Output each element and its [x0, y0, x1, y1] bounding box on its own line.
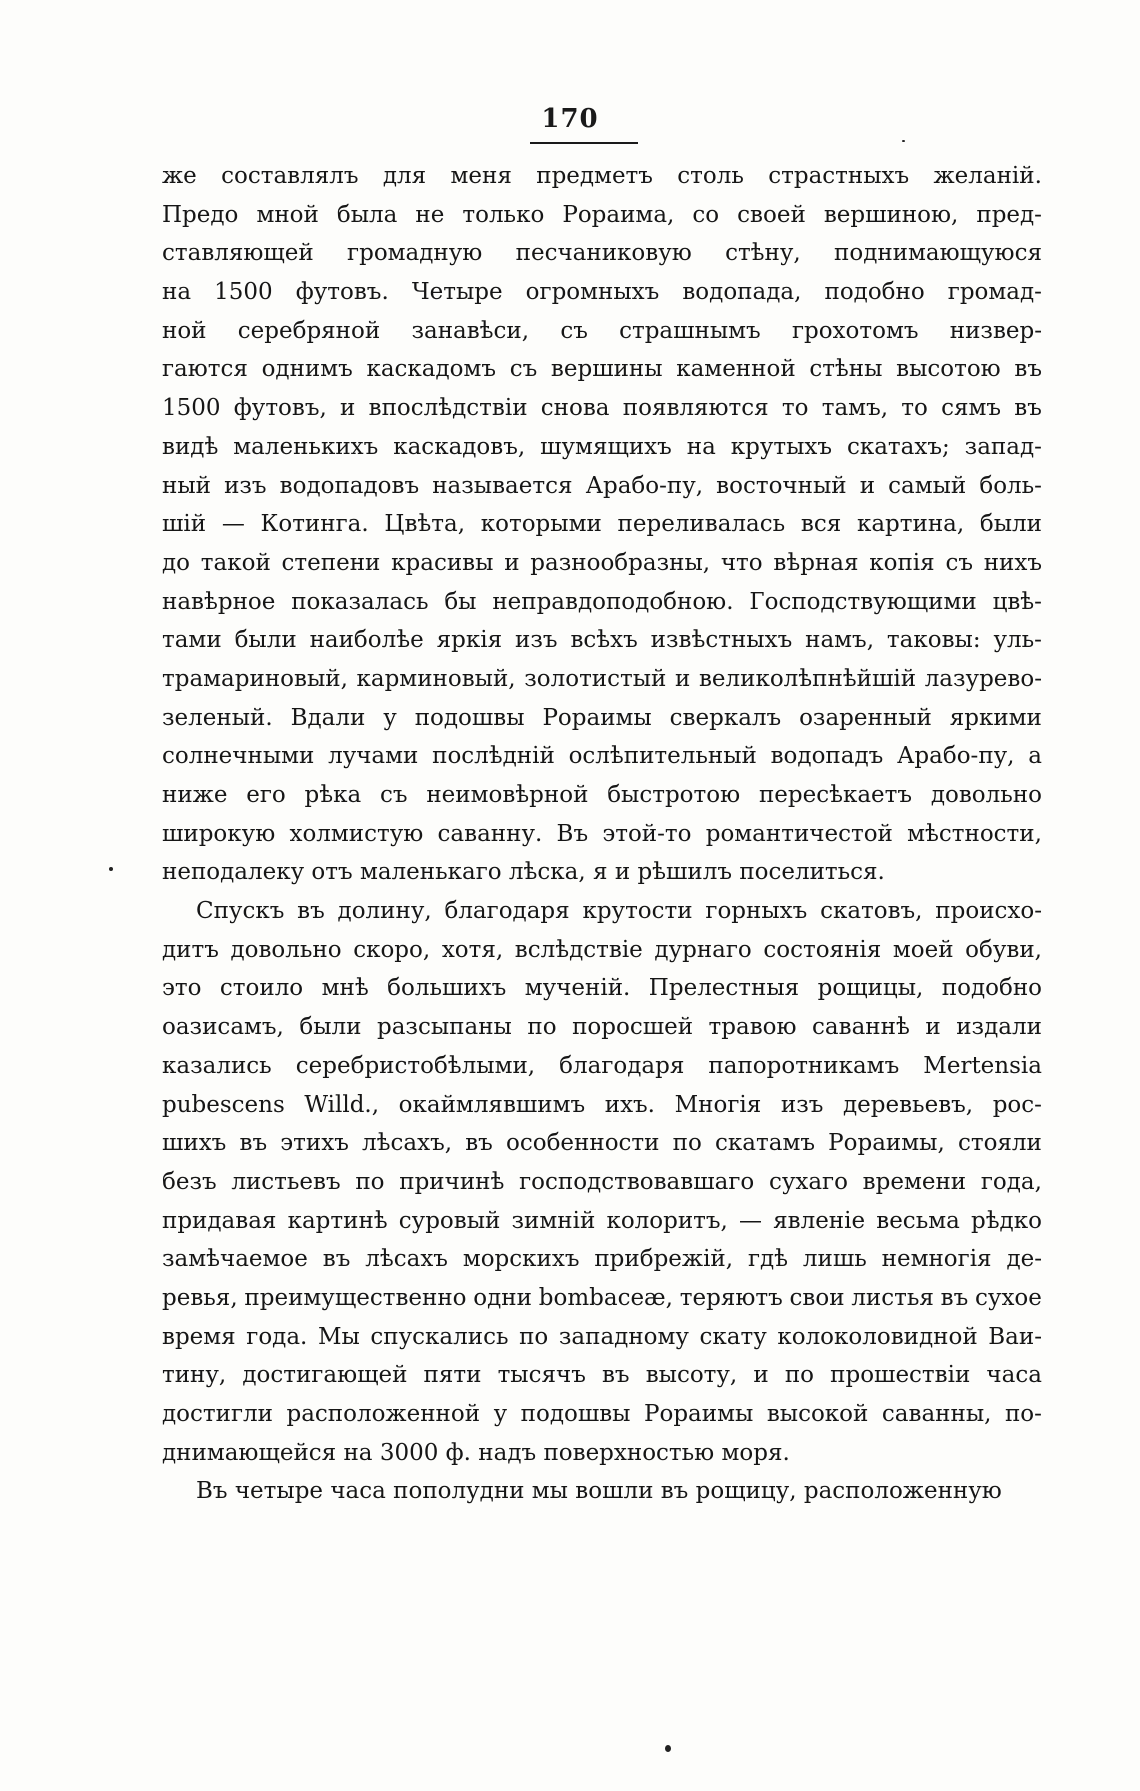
text-line: время года. Мы спускались по западному скату колоколовидной Ваи-: [162, 1323, 1042, 1350]
text-line: тину, достигающей пяти тысячъ въ высоту, и по прошествіи часа: [162, 1362, 1042, 1389]
body-text: [162, 157, 1042, 1511]
text-line: трамариновый, карминовый, золотистый и великолѣпнѣйшій лазурево-: [162, 665, 1042, 692]
text-line: же составлялъ для меня предметъ столь страстныхъ желаній.: [162, 163, 1042, 189]
text-line: Спускъ въ долину, благодаря крутости горныхъ скатовъ, происхо-: [196, 898, 1042, 925]
text-line: Въ четыре часа пополудни мы вошли въ рощицу, расположенную: [196, 1478, 1002, 1505]
text-line: зеленый. Вдали у подошвы Рораимы сверкалъ озаренный яркими: [162, 704, 1042, 731]
text-line: это стоило мнѣ большихъ мученій. Прелестныя рощицы, подобно: [162, 975, 1042, 1002]
print-speck: [109, 867, 113, 871]
text-line: днимающейся на 3000 ф. надъ поверхностью моря.: [162, 1439, 790, 1466]
text-line: ревья, преимущественно одни bombaceæ, теряютъ свои листья въ сухое: [162, 1284, 1042, 1311]
text-line: видѣ маленькихъ каскадовъ, шумящихъ на крутыхъ скатахъ; запад-: [162, 433, 1042, 460]
text-line: достигли расположенной у подошвы Рораимы высокой саванны, по-: [162, 1401, 1042, 1427]
print-speck: [902, 140, 905, 142]
text-line: безъ листьевъ по причинѣ господствовавшаго сухаго времени года,: [162, 1168, 1042, 1195]
text-line: шихъ въ этихъ лѣсахъ, въ особенности по скатамъ Рораимы, стояли: [162, 1130, 1042, 1157]
print-speck: [665, 1745, 671, 1752]
text-line: pubescens Willd., окаймлявшимъ ихъ. Многія изъ деревьевъ, рос-: [162, 1091, 1042, 1118]
text-line: солнечными лучами послѣдній ослѣпительный водопадъ Арабо-пу, а: [162, 743, 1042, 770]
text-line: замѣчаемое въ лѣсахъ морскихъ прибрежій, гдѣ лишь немногія де-: [162, 1246, 1042, 1273]
text-line: до такой степени красивы и разнообразны, что вѣрная копія съ нихъ: [162, 549, 1042, 576]
text-line: ной серебряной занавѣси, съ страшнымъ грохотомъ низвер-: [162, 317, 1042, 344]
text-line: на 1500 футовъ. Четыре огромныхъ водопада, подобно громад-: [162, 279, 1042, 306]
text-line: ниже его рѣка съ неимовѣрной быстротою пересѣкаетъ довольно: [162, 782, 1042, 808]
text-line: дитъ довольно скоро, хотя, вслѣдствіе дурнаго состоянія моей обуви,: [162, 936, 1042, 963]
text-line: навѣрное показалась бы неправдоподобною. Господствующими цвѣ-: [162, 588, 1042, 615]
text-line: ный изъ водопадовъ называется Арабо-пу, восточный и самый боль-: [162, 472, 1042, 499]
text-line: широкую холмистую саванну. Въ этой-то романтичестой мѣстности,: [162, 820, 1042, 847]
page-number: 170: [541, 104, 599, 134]
text-line: шій — Котинга. Цвѣта, которыми переливалась вся картина, были: [162, 511, 1042, 538]
text-line: оазисамъ, были разсыпаны по поросшей травою саваннѣ и издали: [162, 1014, 1042, 1041]
header-rule: [530, 142, 638, 144]
text-line: гаются однимъ каскадомъ съ вершины каменной стѣны высотою въ: [162, 356, 1042, 383]
text-line: неподалеку отъ маленькаго лѣска, я и рѣшилъ поселиться.: [162, 859, 885, 886]
text-line: 1500 футовъ, и впослѣдствіи снова появляются то тамъ, то сямъ въ: [162, 395, 1042, 422]
text-line: казались серебристобѣлыми, благодаря папоротникамъ Mertensia: [162, 1052, 1042, 1079]
text-line: придавая картинѣ суровый зимній колоритъ, — явленіе весьма рѣдко: [162, 1207, 1042, 1234]
text-line: тами были наиболѣе яркія изъ всѣхъ извѣстныхъ намъ, таковы: уль-: [162, 627, 1042, 654]
text-line: ставляющей громадную песчаниковую стѣну, поднимающуюся: [162, 240, 1042, 267]
text-line: Предо мной была не только Рораима, со своей вершиною, пред-: [162, 201, 1042, 228]
